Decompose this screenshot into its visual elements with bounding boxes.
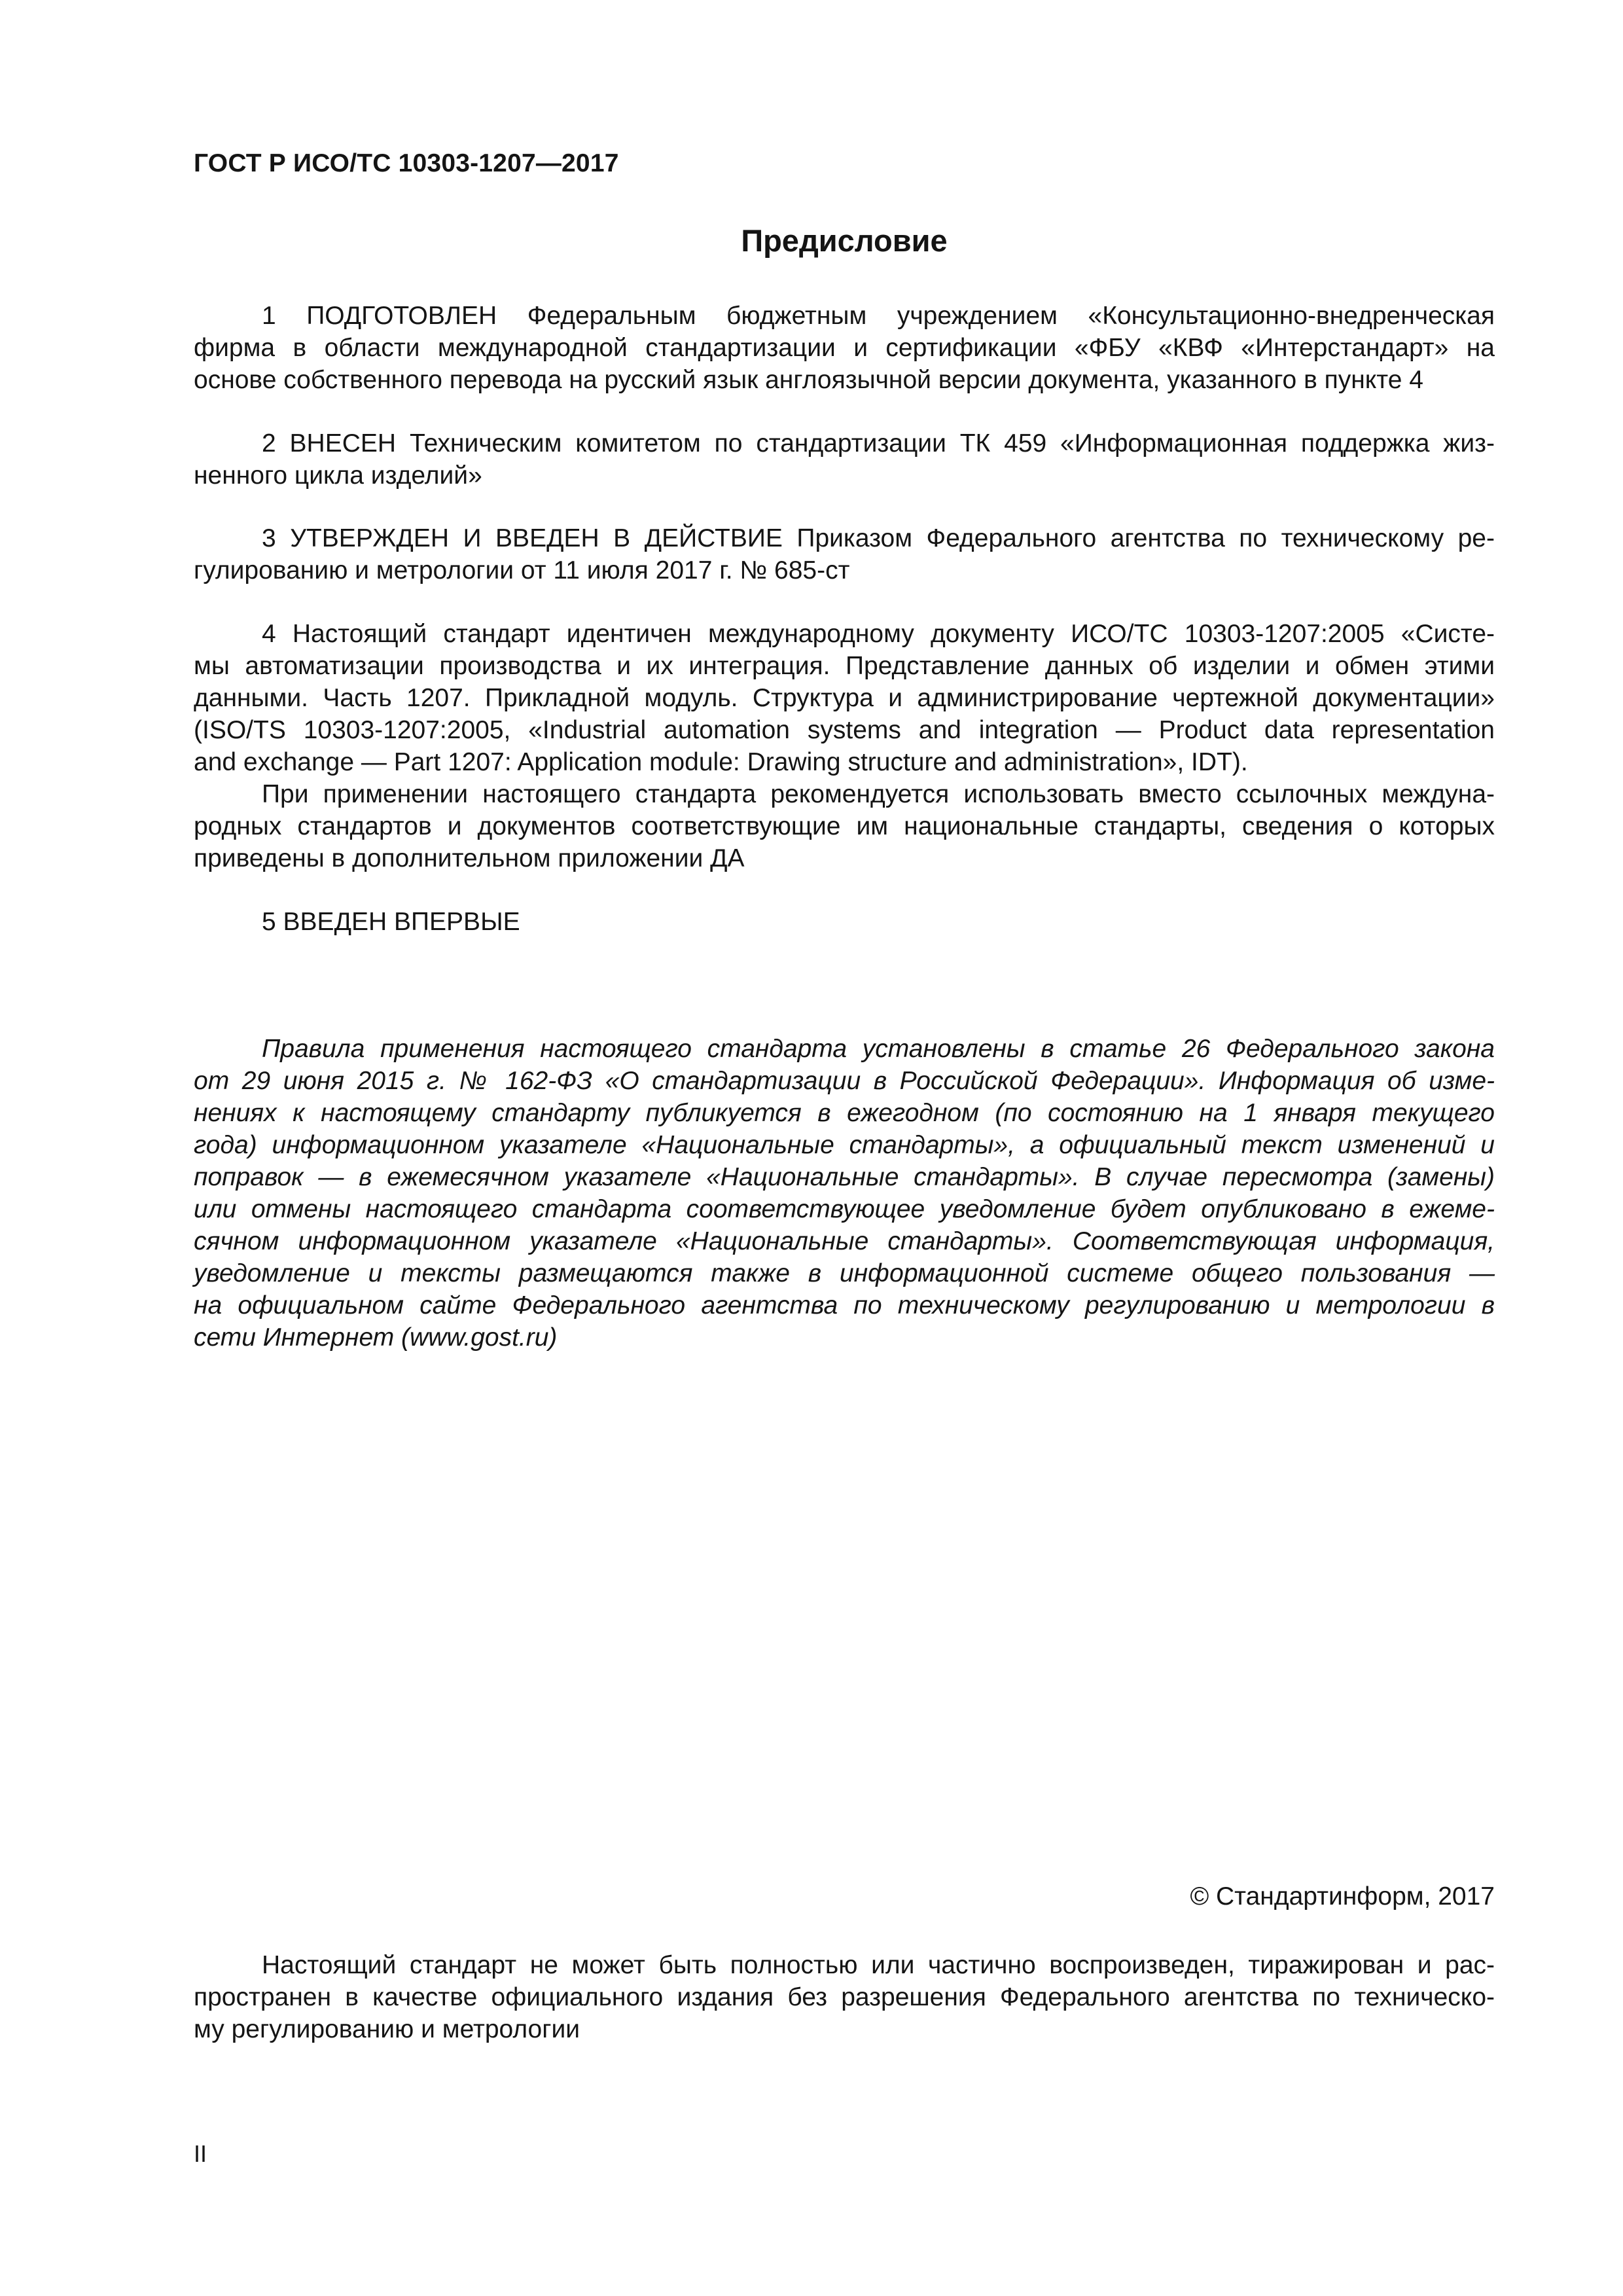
- application-rules-notice: [194, 1033, 1495, 1354]
- text-line: гулированию и метрологии от 11 июля 2017 г. № 685-ст: [194, 556, 850, 584]
- text-line: Правила применения настоящего стандарта установлены в статье 26 Федерального закона: [262, 1035, 1495, 1063]
- page-number: II: [194, 2140, 207, 2167]
- text-line: сети Интернет (www.gost.ru): [194, 1323, 558, 1352]
- text-line: 5 ВВЕДЕН ВПЕРВЫЕ: [262, 908, 520, 936]
- copyright-notice: © Стандартинформ, 2017: [1190, 1882, 1495, 1910]
- text-line: фирма в области международной стандартизации и сертификации «ФБУ «КВФ «Интерстандарт» на: [194, 334, 1495, 362]
- preface-item-3: [194, 522, 1495, 586]
- preface-item-4: [194, 618, 1495, 778]
- text-line: При применении настоящего стандарта рекомендуется использовать вместо ссылочных междуна-: [262, 780, 1495, 808]
- standard-code-header: ГОСТ Р ИСО/ТС 10303-1207—2017: [194, 149, 619, 177]
- text-line: поправок — в ежемесячном указателе «Национальные стандарты». В случае пересмотра (замены): [194, 1163, 1495, 1191]
- text-line: 4 Настоящий стандарт идентичен международному документу ИСО/ТС 10303-1207:2005 «Систе-: [262, 620, 1495, 648]
- text-line: года) информационном указателе «Национальные стандарты», а официальный текст изменений и: [194, 1131, 1495, 1159]
- text-line: или отмены настоящего стандарта соответствующее уведомление будет опубликовано в ежеме-: [194, 1195, 1495, 1223]
- text-line: нениях к настоящему стандарту публикуется в ежегодном (по состоянию на 1 января текущего: [194, 1099, 1495, 1127]
- preface-item-4-note: [194, 778, 1495, 874]
- text-line: ненного цикла изделий»: [194, 461, 482, 490]
- text-line: му регулированию и метрологии: [194, 2015, 580, 2043]
- text-line: 2 ВНЕСЕН Техническим комитетом по стандартизации ТК 459 «Информационная поддержка жиз-: [262, 429, 1495, 457]
- text-line: (ISO/TS 10303-1207:2005, «Industrial automation systems and integration — Product data representation: [194, 716, 1495, 744]
- page-title: Предисловие: [741, 223, 948, 258]
- preface-item-5: [194, 906, 1495, 938]
- text-line: от 29 июня 2015 г. № 162-ФЗ «О стандартизации в Российской Федерации». Информация об изме-: [194, 1067, 1495, 1095]
- text-line: Настоящий стандарт не может быть полностью или частично воспроизведен, тиражирован и рас-: [262, 1951, 1495, 1979]
- text-line: уведомление и тексты размещаются также в информационной системе общего пользования —: [194, 1259, 1495, 1287]
- text-line: приведены в дополнительном приложении ДА: [194, 844, 745, 872]
- text-line: 3 УТВЕРЖДЕН И ВВЕДЕН В ДЕЙСТВИЕ Приказом Федерального агентства по техническому ре-: [262, 524, 1495, 552]
- text-line: 1 ПОДГОТОВЛЕН Федеральным бюджетным учреждением «Консультационно-внедренческая: [262, 302, 1495, 330]
- text-line: данными. Часть 1207. Прикладной модуль. Структура и администрирование чертежной документации»: [194, 684, 1495, 712]
- text-line: родных стандартов и документов соответствующие им национальные стандарты, сведения о которых: [194, 812, 1495, 840]
- text-line: основе собственного перевода на русский язык англоязычной версии документа, указанного в пункте 4: [194, 366, 1423, 394]
- reproduction-rights-notice: [194, 1949, 1495, 2045]
- preface-item-2: [194, 427, 1495, 492]
- text-line: сячном информационном указателе «Национальные стандарты». Соответствующая информация,: [194, 1227, 1495, 1255]
- text-line: мы автоматизации производства и их интеграция. Представление данных об изделии и обмен этими: [194, 652, 1495, 680]
- preface-item-1: [194, 300, 1495, 396]
- text-line: and exchange — Part 1207: Application module: Drawing structure and administration», IDT).: [194, 748, 1248, 776]
- text-line: пространен в качестве официального издания без разрешения Федерального агентства по техническо-: [194, 1983, 1495, 2011]
- text-line: на официальном сайте Федерального агентства по техническому регулированию и метрологии в: [194, 1291, 1495, 1319]
